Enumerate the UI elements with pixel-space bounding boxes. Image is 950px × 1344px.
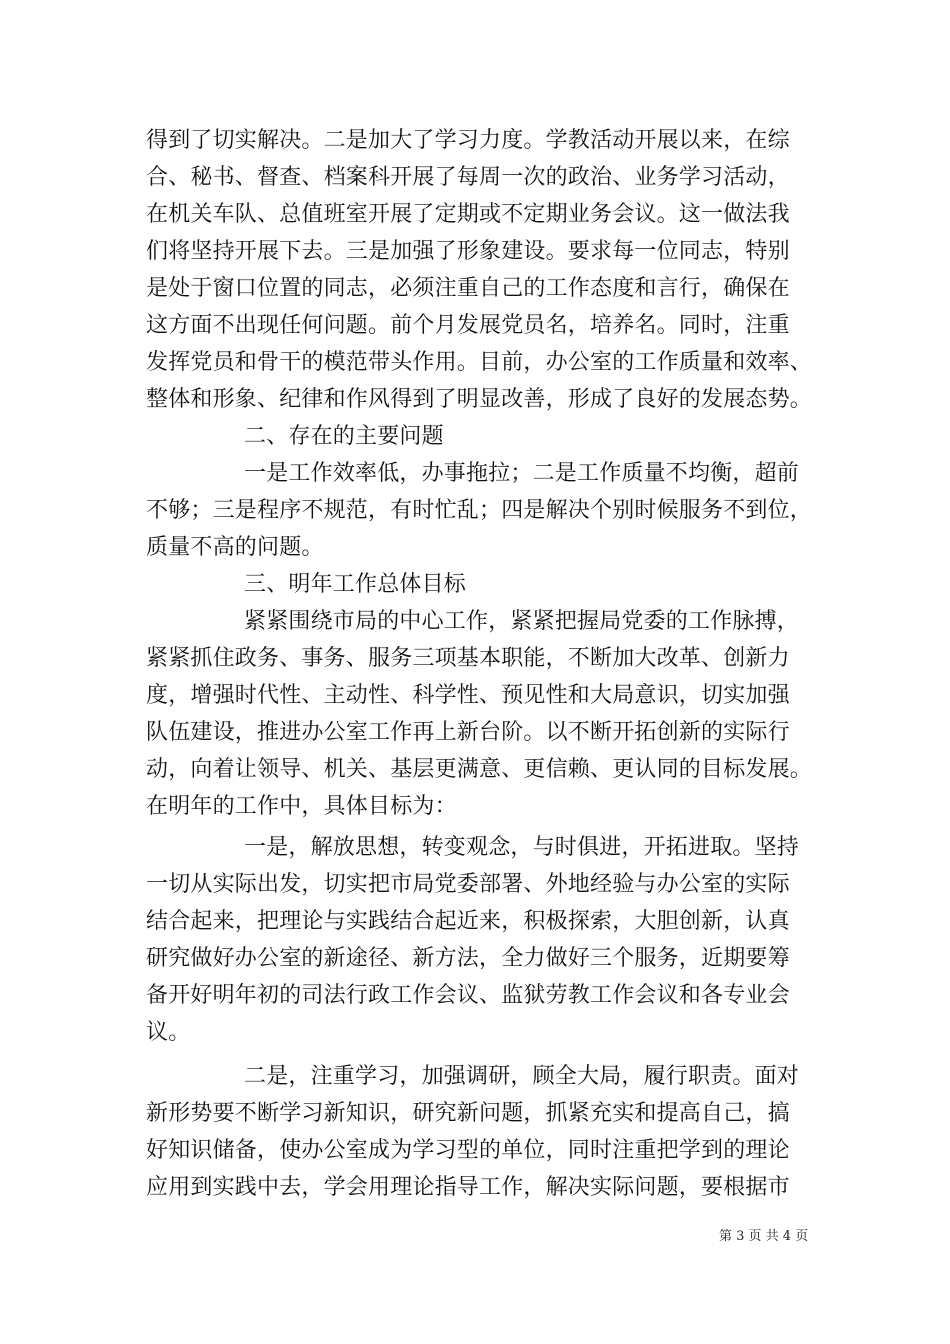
text-line: 一切从实际出发，切实把市局党委部署、外地经验与办公室的实际 <box>146 872 790 897</box>
text-line: 队伍建设，推进办公室工作再上新台阶。以不断开拓创新的实际行 <box>146 720 790 745</box>
text-line: 合、秘书、督查、档案科开展了每周一次的政治、业务学习活动， <box>146 165 790 190</box>
section-heading: 二、存在的主要问题 <box>244 424 444 449</box>
text-line: 结合起来，把理论与实践结合起近来，积极探索，大胆创新，认真 <box>146 909 790 934</box>
text-line: 在明年的工作中，具体目标为： <box>146 794 457 819</box>
paragraph-start: 二是，注重学习，加强调研，顾全大局，履行职责。面对 <box>244 1064 800 1089</box>
text-line: 议。 <box>146 1020 191 1045</box>
text-line: 整体和形象、纪律和作风得到了明显改善，形成了良好的发展态势。 <box>146 387 813 412</box>
text-line: 质量不高的问题。 <box>146 535 324 560</box>
text-line: 得到了切实解决。二是加大了学习力度。学教活动开展以来，在综 <box>146 128 790 153</box>
text-line: 发挥党员和骨干的模范带头作用。目前，办公室的工作质量和效率、 <box>146 350 813 375</box>
text-line: 好知识储备，使办公室成为学习型的单位，同时注重把学到的理论 <box>146 1138 790 1163</box>
text-line: 度，增强时代性、主动性、科学性、预见性和大局意识，切实加强 <box>146 683 790 708</box>
text-line: 紧紧抓住政务、事务、服务三项基本职能，不断加大改革、创新力 <box>146 646 790 671</box>
text-line: 不够；三是程序不规范，有时忙乱；四是解决个别时候服务不到位， <box>146 498 813 523</box>
text-line: 新形势要不断学习新知识，研究新问题，抓紧充实和提高自己，搞 <box>146 1101 790 1126</box>
text-line: 们将坚持开展下去。三是加强了形象建设。要求每一位同志，特别 <box>146 239 790 264</box>
text-line: 备开好明年初的司法行政工作会议、监狱劳教工作会议和各专业会 <box>146 983 790 1008</box>
text-line: 动，向着让领导、机关、基层更满意、更信赖、更认同的目标发展。 <box>146 757 813 782</box>
paragraph-start: 一是工作效率低，办事拖拉；二是工作质量不均衡，超前 <box>244 461 800 486</box>
text-line: 是处于窗口位置的同志，必须注重自己的工作态度和言行，确保在 <box>146 276 790 301</box>
page-number: 第 3 页 共 4 页 <box>719 1229 809 1244</box>
text-line: 在机关车队、总值班室开展了定期或不定期业务会议。这一做法我 <box>146 202 790 227</box>
text-line: 这方面不出现任何问题。前个月发展党员名，培养名。同时，注重 <box>146 313 790 338</box>
section-heading: 三、明年工作总体目标 <box>244 572 467 597</box>
paragraph-start: 紧紧围绕市局的中心工作，紧紧把握局党委的工作脉搏， <box>244 609 800 634</box>
text-line: 应用到实践中去，学会用理论指导工作，解决实际问题，要根据市 <box>146 1175 790 1200</box>
paragraph-start: 一是，解放思想，转变观念，与时俱进，开拓进取。坚持 <box>244 835 800 860</box>
text-line: 研究做好办公室的新途径、新方法，全力做好三个服务，近期要筹 <box>146 946 790 971</box>
